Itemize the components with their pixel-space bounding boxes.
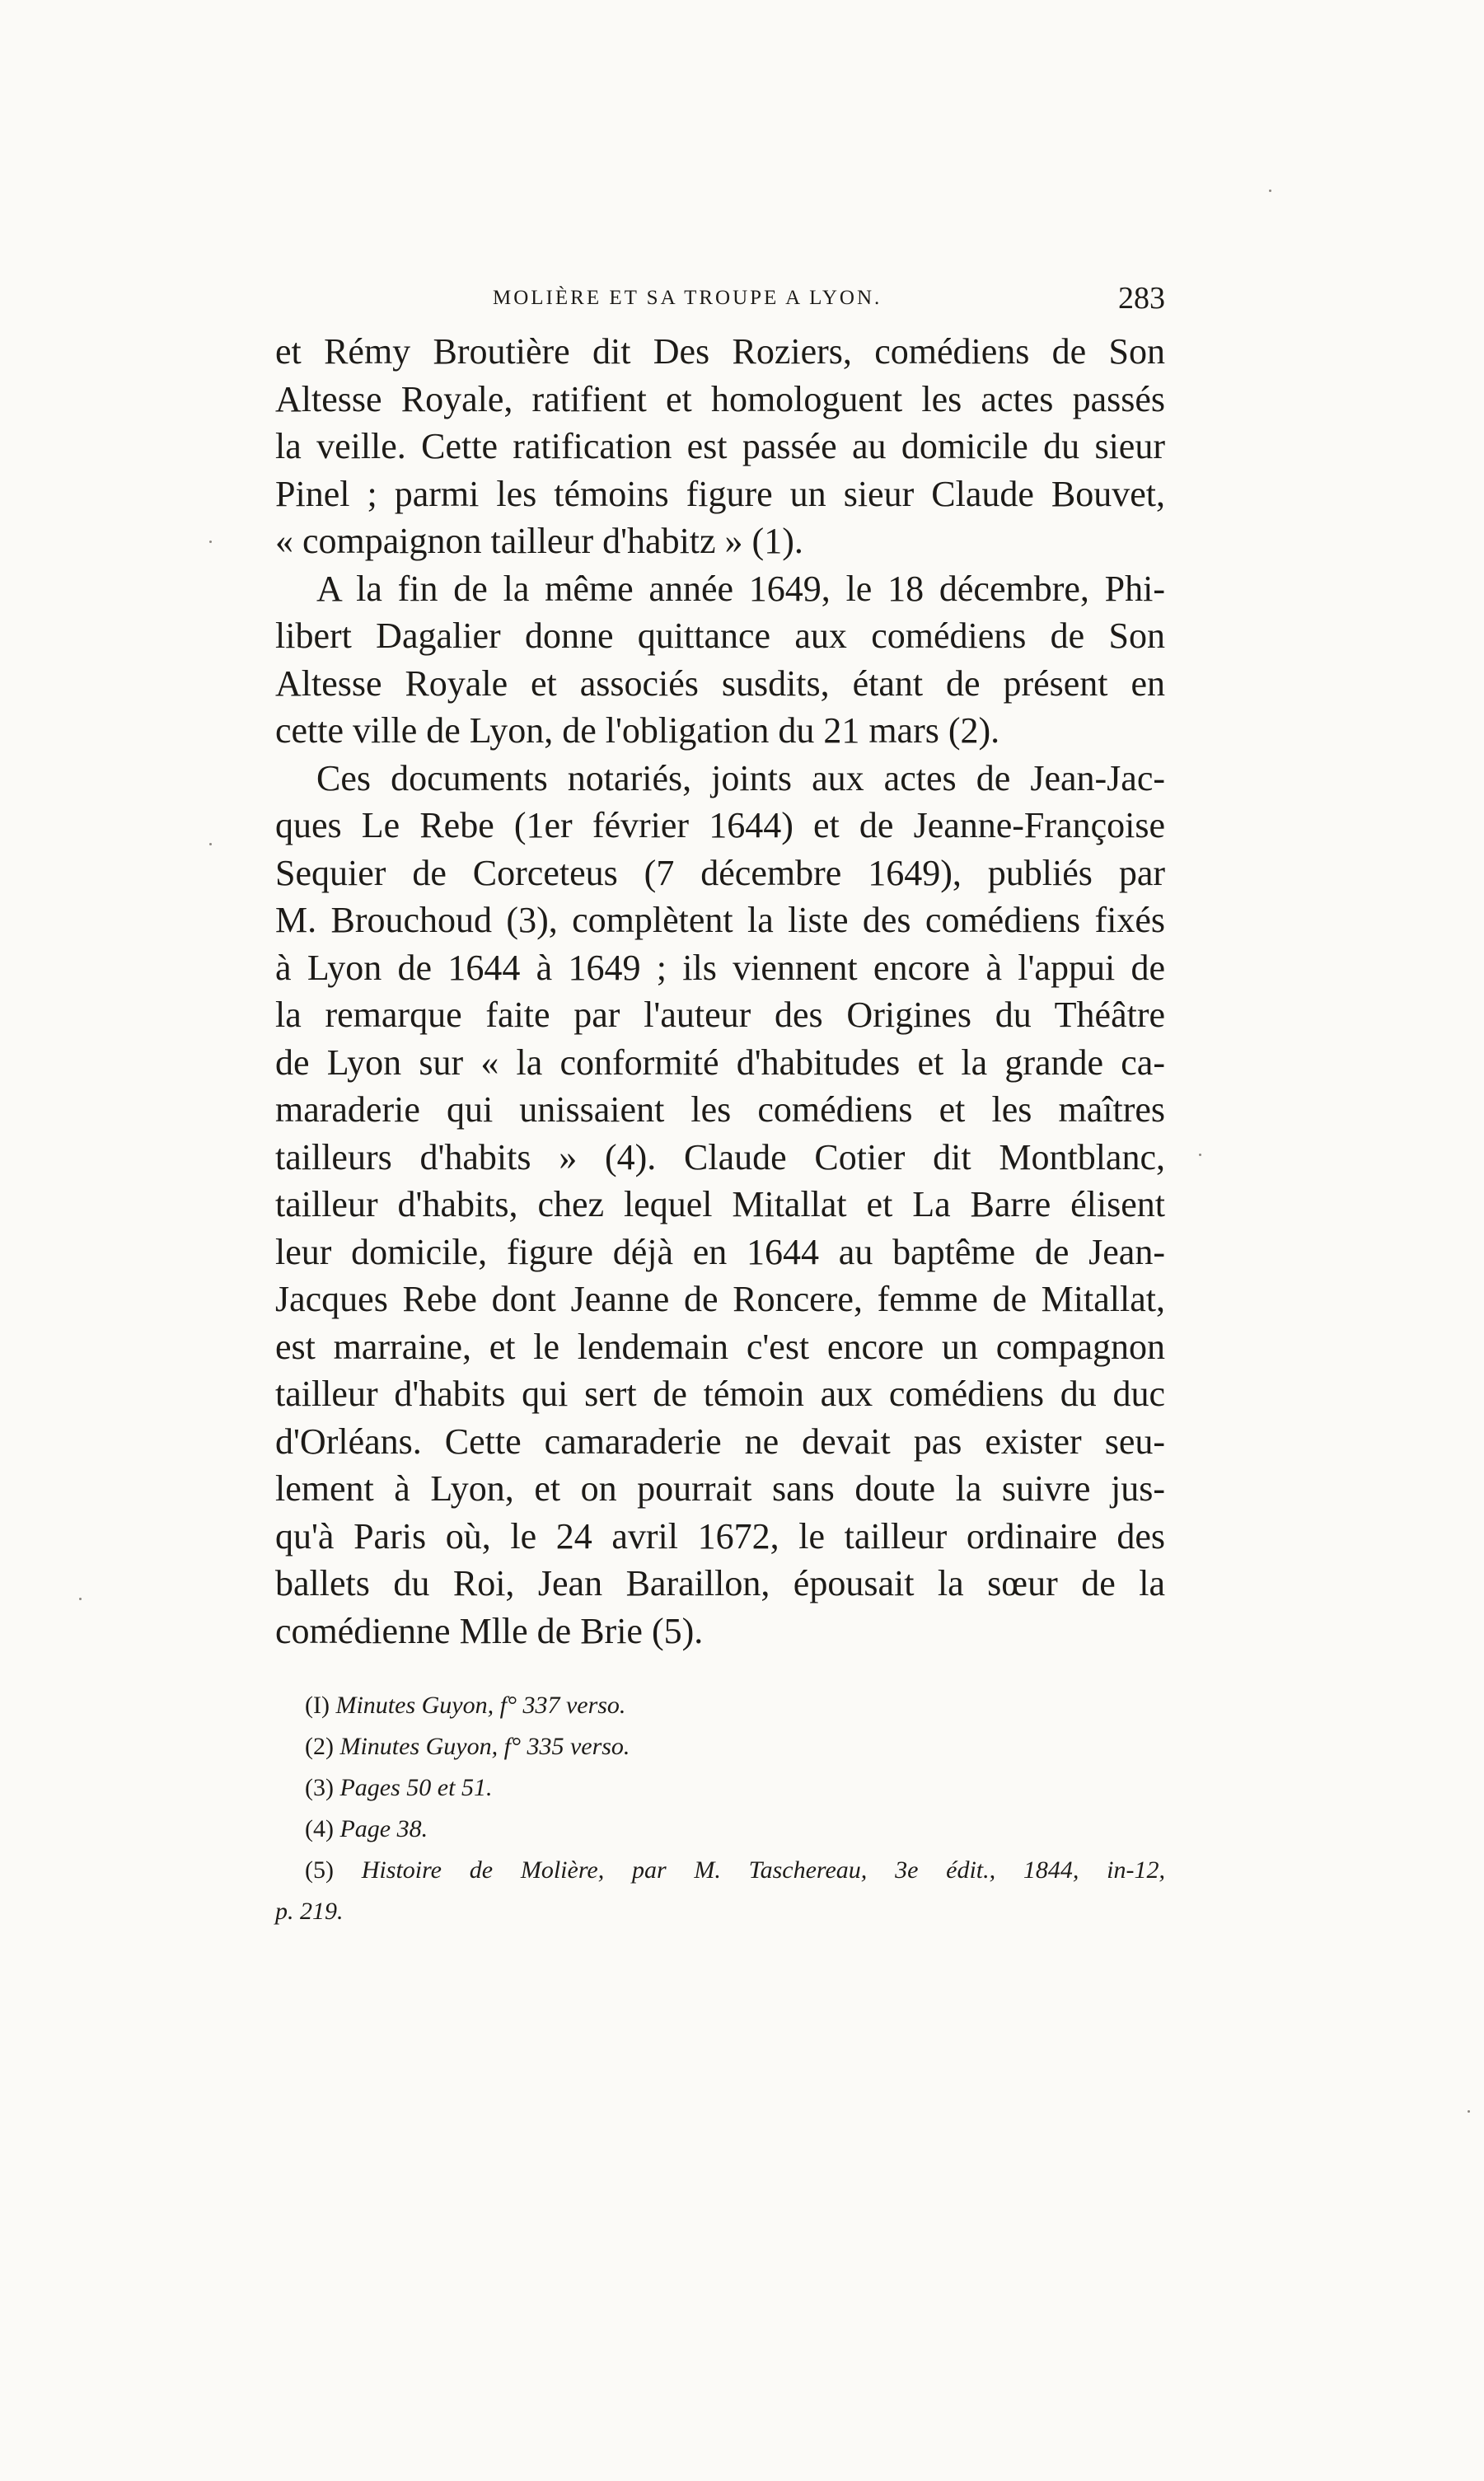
text-line: ballets du Roi, Jean Baraillon, épousait la sœur de la bbox=[275, 1563, 1165, 1603]
text-line: libert Dagalier donne quittance aux comédiens de Son bbox=[275, 616, 1165, 656]
footnote bbox=[275, 1850, 1165, 1891]
scan-speck bbox=[209, 541, 212, 543]
scan-speck bbox=[1269, 190, 1271, 192]
text-line: de Lyon sur « la conformité d'habitudes et la grande ca- bbox=[275, 1042, 1165, 1083]
text-line: lement à Lyon, et on pourrait sans doute la suivre jus- bbox=[275, 1468, 1165, 1509]
text-line: M. Brouchoud (3), complètent la liste des comédiens fixés bbox=[275, 900, 1165, 940]
footnote-text: Histoire de Molière, par M. Taschereau, 3e édit., 1844, in-12, bbox=[361, 1856, 1166, 1884]
text-line: Altesse Royale et associés susdits, étant de présent en bbox=[275, 662, 1165, 704]
text-line: A la fin de la même année 1649, le 18 décembre, Phi- bbox=[316, 568, 1165, 609]
scan-speck bbox=[209, 843, 212, 845]
running-title: MOLIÈRE ET SA TROUPE A LYON. bbox=[493, 287, 882, 309]
text-line: Altesse Royale, ratifient et homologuent les actes passés bbox=[275, 378, 1165, 419]
footnote-number: (2) bbox=[305, 1733, 334, 1760]
scan-speck bbox=[1199, 1154, 1201, 1156]
footnotes bbox=[275, 1685, 1165, 1932]
main-text bbox=[275, 328, 1165, 1655]
text-line: cette ville de Lyon, de l'obligation du 21 mars (2). bbox=[275, 710, 1000, 751]
text-line: à Lyon de 1644 à 1649 ; ils viennent encore à l'appui de bbox=[275, 947, 1165, 988]
footnote-number: (3) bbox=[305, 1774, 334, 1801]
footnote bbox=[275, 1891, 1165, 1932]
scan-speck bbox=[79, 1598, 82, 1600]
text-line: est marraine, et le lendemain c'est encore un compagnon bbox=[275, 1326, 1165, 1367]
text-line: tailleur d'habits, chez lequel Mitallat et La Barre élisent bbox=[275, 1184, 1165, 1224]
text-line: leur domicile, figure déjà en 1644 au baptême de Jean- bbox=[275, 1231, 1165, 1272]
scan-speck bbox=[1468, 2110, 1470, 2113]
footnote bbox=[275, 1809, 1165, 1850]
text-line: tailleurs d'habits » (4). Claude Cotier dit Montblanc, bbox=[275, 1136, 1165, 1177]
footnote bbox=[275, 1685, 1165, 1726]
footnote-text: Minutes Guyon, f° 335 verso. bbox=[339, 1733, 630, 1760]
text-line: Ces documents notariés, joints aux actes de Jean-Jac- bbox=[316, 757, 1165, 798]
footnote-number: (I) bbox=[305, 1692, 330, 1719]
text-line: comédienne Mlle de Brie (5). bbox=[275, 1610, 704, 1651]
text-line: ques Le Rebe (1er février 1644) et de Jeanne-Françoise bbox=[275, 805, 1165, 845]
page-header bbox=[275, 280, 1165, 321]
text-line: qu'à Paris où, le 24 avril 1672, le tailleur ordinaire des bbox=[275, 1515, 1165, 1556]
footnote-text: Page 38. bbox=[339, 1815, 428, 1842]
text-line: Pinel ; parmi les témoins figure un sieur Claude Bouvet, bbox=[275, 473, 1165, 514]
text-line: Sequier de Corceteus (7 décembre 1649), publiés par bbox=[275, 852, 1165, 893]
text-line: Jacques Rebe dont Jeanne de Roncere, femme de Mitallat, bbox=[275, 1279, 1165, 1319]
text-line: « compaignon tailleur d'habitz » (1). bbox=[275, 521, 803, 561]
footnote-number: (5) bbox=[305, 1856, 334, 1884]
footnote-number: (4) bbox=[305, 1815, 334, 1842]
text-line: la veille. Cette ratification est passée au domicile du sieur bbox=[275, 426, 1165, 466]
text-line: et Rémy Broutière dit Des Roziers, comédiens de Son bbox=[275, 331, 1165, 372]
footnote-text: Minutes Guyon, f° 337 verso. bbox=[335, 1692, 626, 1719]
footnote-text: p. 219. bbox=[275, 1898, 344, 1925]
text-line: la remarque faite par l'auteur des Origines du Théâtre bbox=[275, 995, 1165, 1035]
footnote bbox=[275, 1726, 1165, 1767]
text-line: d'Orléans. Cette camaraderie ne devait pas exister seu- bbox=[275, 1421, 1165, 1462]
footnote bbox=[275, 1767, 1165, 1809]
footnote-text: Pages 50 et 51. bbox=[339, 1774, 493, 1801]
text-line: maraderie qui unissaient les comédiens et les maîtres bbox=[275, 1089, 1165, 1130]
page-number: 283 bbox=[1118, 281, 1165, 316]
text-line: tailleur d'habits qui sert de témoin aux comédiens du duc bbox=[275, 1374, 1165, 1414]
